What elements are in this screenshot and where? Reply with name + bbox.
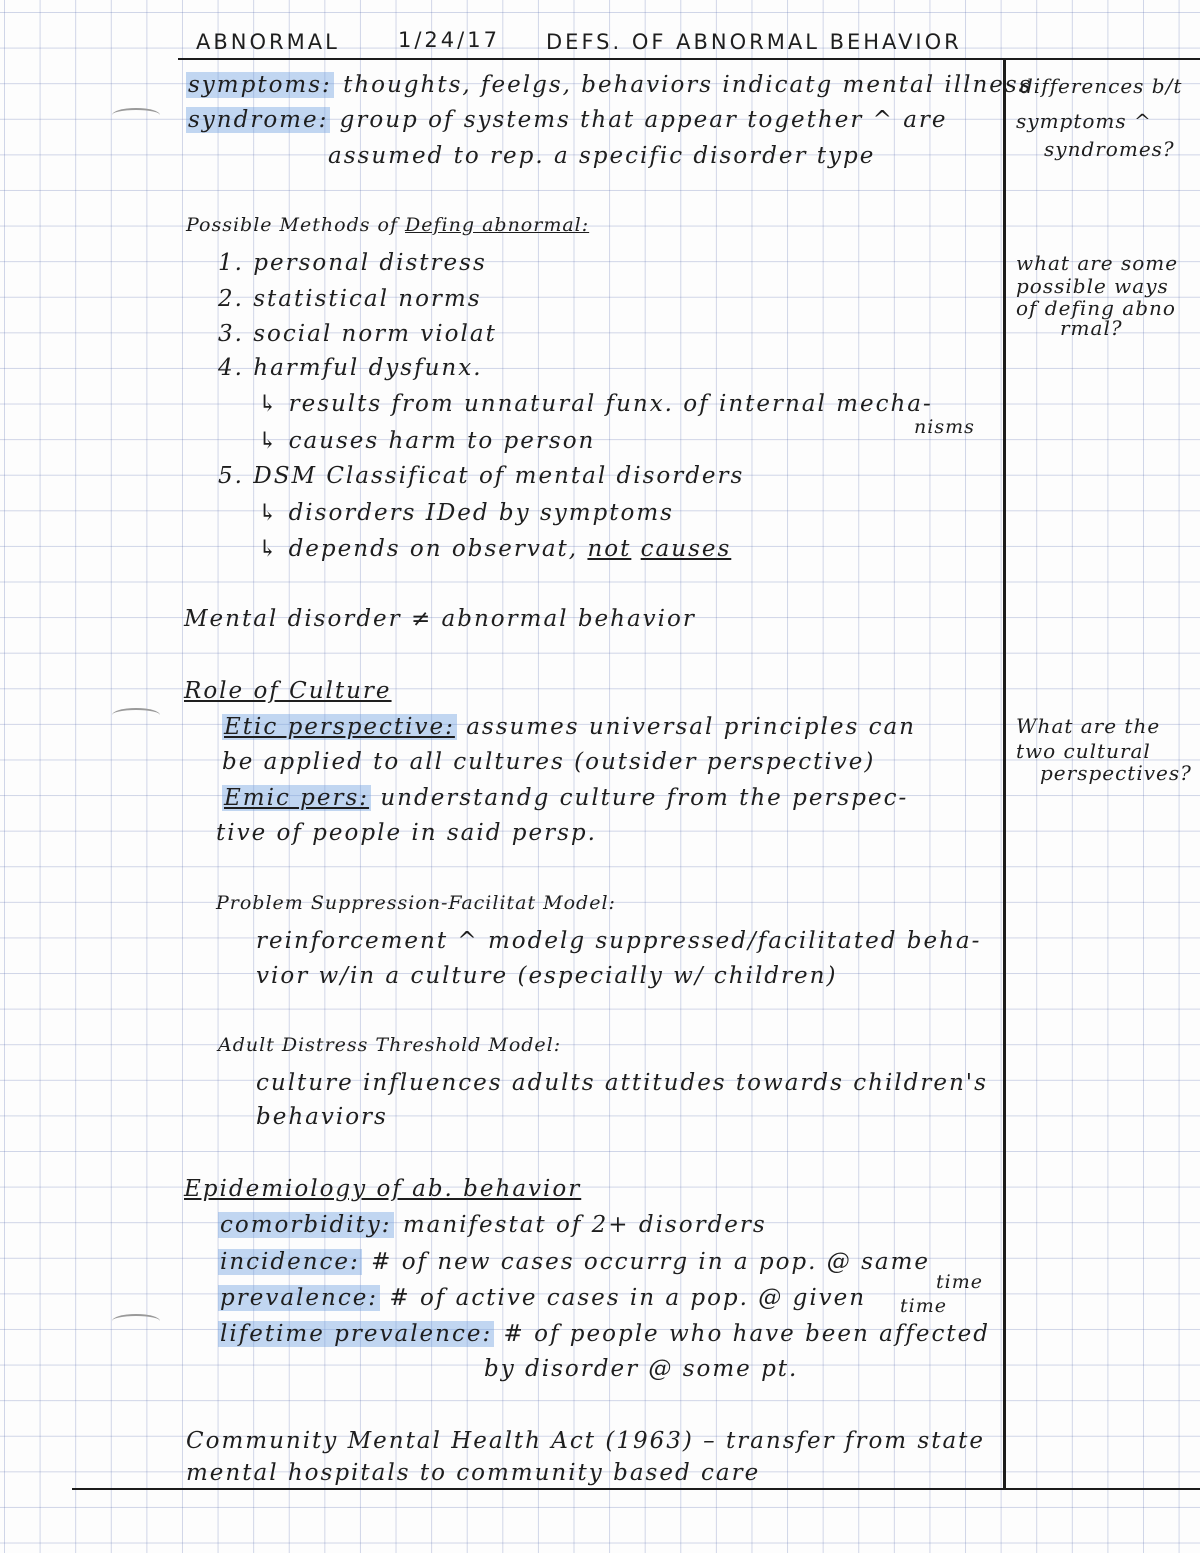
comorbidity-definition: manifestat of 2+ disorders (402, 1212, 767, 1238)
method-subitem: ↳ disorders IDed by symptoms (258, 500, 674, 526)
cue-question-1-cont: symptoms ^ (1016, 109, 1152, 133)
syndrome-term: syndrome: (188, 107, 329, 133)
cue-question-1-cont: syndromes? (1044, 137, 1175, 161)
method-item: 1. personal distress (218, 250, 487, 276)
cue-question-2: what are some (1016, 251, 1179, 275)
lifetime-prevalence-term: lifetime prevalence: (220, 1321, 493, 1347)
cue-column-divider (1003, 58, 1006, 1490)
methods-heading-underlined: Defing abnormal: (405, 214, 590, 236)
binder-hole-top (112, 108, 160, 122)
cue-question-3-cont: perspectives? (1040, 761, 1192, 785)
emphasis-causes: causes (640, 536, 732, 562)
note-date: 1/24/17 (398, 28, 500, 52)
prevalence-term: prevalence: (220, 1285, 379, 1311)
syndrome-definition: group of systems that appear together ^ are (339, 107, 948, 133)
culture-heading: Role of Culture (184, 678, 392, 704)
method-subitem: ↳ results from unnatural funx. of internal mecha- (258, 391, 933, 417)
syndrome-definition-cont: assumed to rep. a specific disorder type (328, 143, 876, 169)
etic-definition-cont: be applied to all cultures (outsider perspective) (222, 749, 876, 775)
etic-definition: assumes universal principles can (466, 714, 916, 740)
emic-definition: understandg culture from the perspec- (380, 785, 909, 811)
bottom-rule (72, 1488, 1200, 1490)
psf-model-body: reinforcement ^ modelg suppressed/facilitated beha- (256, 928, 982, 954)
community-act-line: Community Mental Health Act (1963) – transfer from state (186, 1428, 986, 1454)
psf-model-heading: Problem Suppression-Facilitat Model: (216, 892, 616, 914)
symptoms-term: symptoms: (188, 72, 332, 98)
symptoms-definition: thoughts, feelgs, behaviors indicatg mental illness (343, 72, 1033, 98)
cue-question-1: differences b/t (1020, 74, 1183, 98)
adt-model-body-cont: behaviors (256, 1104, 388, 1130)
method-item: 3. social norm violat (218, 321, 497, 347)
prevalence-definition-cont: time (900, 1295, 947, 1317)
comorbidity-term: comorbidity: (220, 1212, 392, 1238)
emphasis-not: not (587, 536, 632, 562)
binder-hole-bottom (112, 1314, 160, 1328)
method-subitem: ↳ causes harm to person (258, 428, 596, 454)
prevalence-definition: # of active cases in a pop. @ given (389, 1285, 867, 1311)
community-act-line-cont: mental hospitals to community based care (186, 1460, 761, 1486)
epidemiology-heading: Epidemiology of ab. behavior (184, 1176, 582, 1202)
emic-term: Emic pers: (224, 785, 370, 811)
adt-model-body: culture influences adults attitudes towards children's (256, 1070, 988, 1096)
method-item: 2. statistical norms (218, 286, 482, 312)
cue-question-3: What are the (1016, 714, 1161, 738)
cue-question-2-cont: possible ways (1016, 274, 1169, 298)
method-subitem-cont: nisms (914, 416, 975, 438)
incidence-term: incidence: (220, 1249, 360, 1275)
emic-definition-cont: tive of people in said persp. (216, 820, 597, 846)
binder-hole-middle (112, 708, 160, 722)
lifetime-prevalence-definition: # of people who have been affected (503, 1321, 990, 1347)
method-item: 5. DSM Classificat of mental disorders (218, 463, 745, 489)
cue-question-2-cont: of defing abno (1016, 296, 1176, 320)
incidence-definition-cont: time (936, 1271, 983, 1293)
lifetime-prevalence-definition-cont: by disorder @ some pt. (484, 1356, 799, 1382)
method-item: 4. harmful dysfunx. (218, 355, 483, 381)
etic-term: Etic perspective: (224, 714, 455, 740)
incidence-definition: # of new cases occurrg in a pop. @ same (371, 1249, 931, 1275)
adt-model-heading: Adult Distress Threshold Model: (218, 1034, 562, 1056)
header-rule (178, 58, 1200, 60)
methods-heading: Possible Methods of (186, 214, 398, 236)
psf-model-body-cont: vior w/in a culture (especially w/ children) (256, 963, 838, 989)
method-subitem: ↳ depends on observat, (258, 536, 579, 562)
cue-question-3-cont: two cultural (1016, 739, 1151, 763)
cue-question-2-cont: rmal? (1060, 316, 1123, 340)
page-title: DEFS. OF ABNORMAL BEHAVIOR (546, 30, 962, 54)
mental-disorder-note: Mental disorder ≠ abnormal behavior (184, 606, 696, 632)
course-name: ABNORMAL (196, 30, 340, 54)
